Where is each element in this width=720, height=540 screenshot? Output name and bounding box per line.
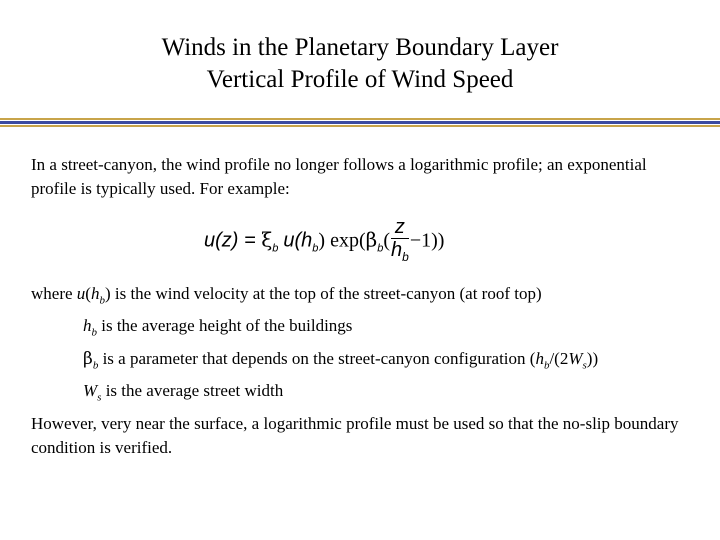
formula-u-h: u(h	[283, 229, 313, 252]
formula-xi: ξ	[261, 227, 273, 252]
divider-blue	[0, 121, 720, 124]
page-title-line-2: Vertical Profile of Wind Speed	[206, 66, 514, 93]
formula-exp: exp(	[325, 229, 366, 252]
outro-paragraph: However, very near the surface, a logarithmic profile must be used so that the no-slip boundary condition is verified.	[31, 414, 679, 457]
formula-beta: β	[365, 227, 378, 252]
formula-xi-sub: b	[272, 242, 279, 255]
page-title-line-1: Winds in the Planetary Boundary Layer	[161, 34, 559, 61]
formula-lhs: u(z) =	[204, 229, 262, 252]
divider-gold-bottom	[0, 125, 720, 127]
definition-hb: $h_b$ is the average height of the buildings	[83, 316, 353, 339]
formula-minus-one: −1))	[409, 229, 445, 252]
definitions-list	[31, 281, 711, 411]
formula-numerator: z	[391, 216, 409, 239]
formula-uh-sub: b	[312, 242, 319, 255]
divider-gold-top	[0, 118, 720, 120]
definition-u-hb: where $u(h_b)$ is the wind velocity at the top of the street-canyon (at roof top)	[31, 284, 542, 307]
definition-ws: $W_s$ is the average street width	[83, 381, 284, 404]
wind-profile-formula	[204, 216, 444, 266]
formula-fraction	[391, 216, 409, 268]
intro-paragraph: In a street-canyon, the wind profile no longer follows a logarithmic profile; an exponential profile is typically used. For example:	[31, 155, 647, 198]
formula-denominator: $h_b$	[391, 239, 409, 264]
formula-open-paren: (	[383, 229, 390, 252]
formula-beta-sub: b	[377, 242, 384, 255]
definition-beta-b: $\beta_b$ is a parameter that depends on the street-canyon configuration $(h_b/(2W_s))$	[83, 348, 599, 372]
formula-close-paren: )	[318, 229, 326, 252]
